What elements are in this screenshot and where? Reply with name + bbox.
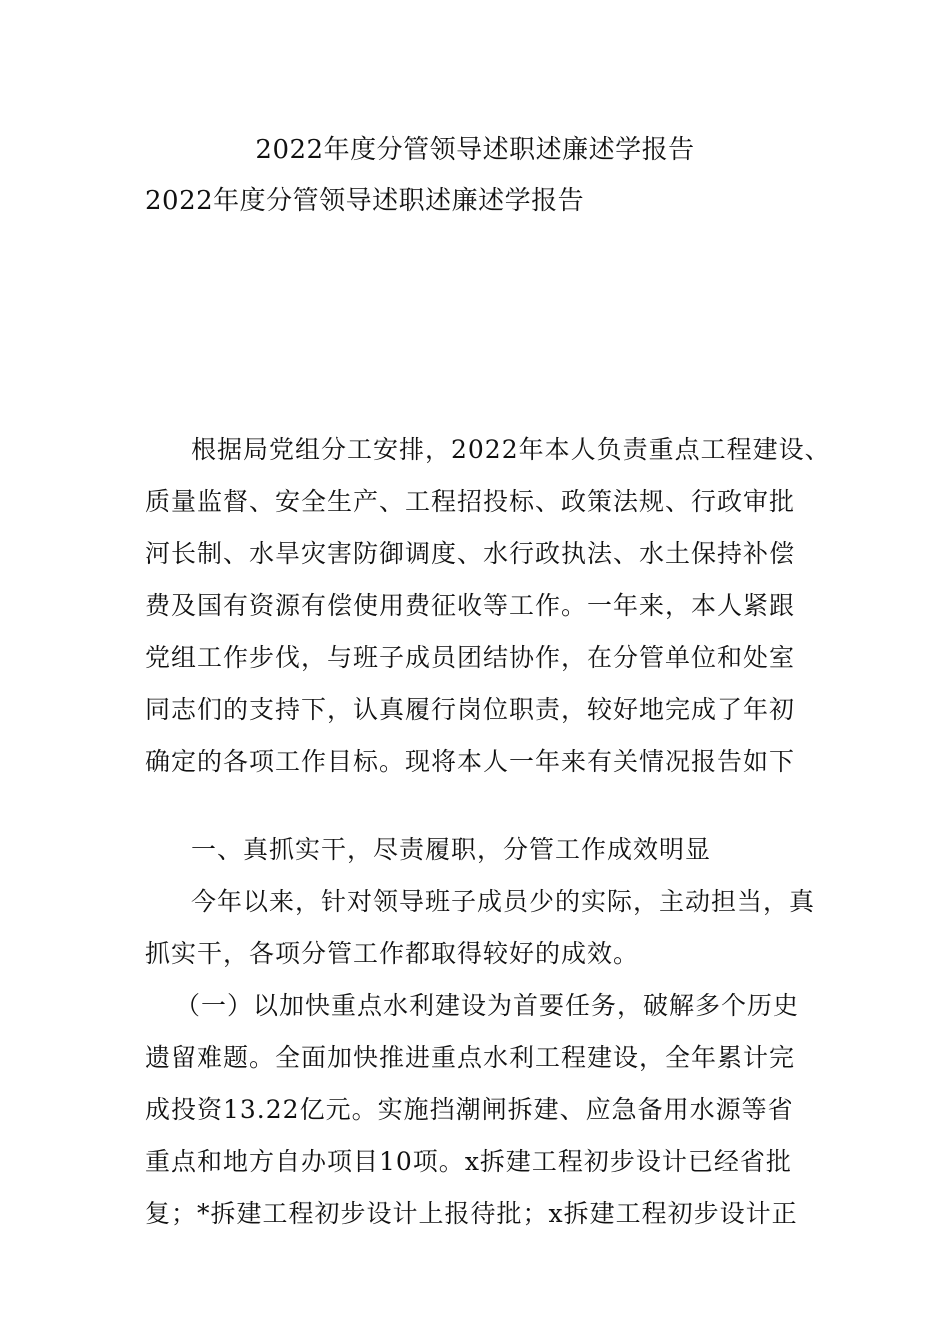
subsection-line: （一）以加快重点水利建设为首要任务，破解多个历史 [175,991,800,1020]
text-line: 抓实干，各项分管工作都取得较好的成效。 [145,939,640,968]
text-line: 重点和地方自办项目10项。x拆建工程初步设计已经省批 [145,1147,792,1176]
text-line: 根据局党组分工安排，2022年本人负责重点工程建设、 [191,435,831,464]
intro-paragraph [145,424,831,788]
text-line: 遗留难题。全面加快推进重点水利工程建设，全年累计完 [145,1043,796,1072]
text-line: 复；*拆建工程初步设计上报待批；x拆建工程初步设计正 [145,1199,798,1228]
text-line: 确定的各项工作目标。现将本人一年来有关情况报告如下 [145,747,796,776]
document-title: 2022年度分管领导述职述廉述学报告 [255,135,695,165]
document-subtitle: 2022年度分管领导述职述廉述学报告 [145,186,585,216]
section-heading: 一、真抓实干，尽责履职，分管工作成效明显 [191,835,712,864]
text-line: 党组工作步伐，与班子成员团结协作，在分管单位和处室 [145,643,796,672]
text-line: 河长制、水旱灾害防御调度、水行政执法、水土保持补偿 [145,539,796,568]
text-line: 同志们的支持下，认真履行岗位职责，较好地完成了年初 [145,695,796,724]
text-line: 质量监督、安全生产、工程招投标、政策法规、行政审批 [145,487,796,516]
text-line: 今年以来，针对领导班子成员少的实际，主动担当，真 [191,887,816,916]
text-line: 费及国有资源有偿使用费征收等工作。一年来，本人紧跟 [145,591,796,620]
section-one [145,824,820,1240]
text-line: 成投资13.22亿元。实施挡潮闸拆建、应急备用水源等省 [145,1095,794,1124]
